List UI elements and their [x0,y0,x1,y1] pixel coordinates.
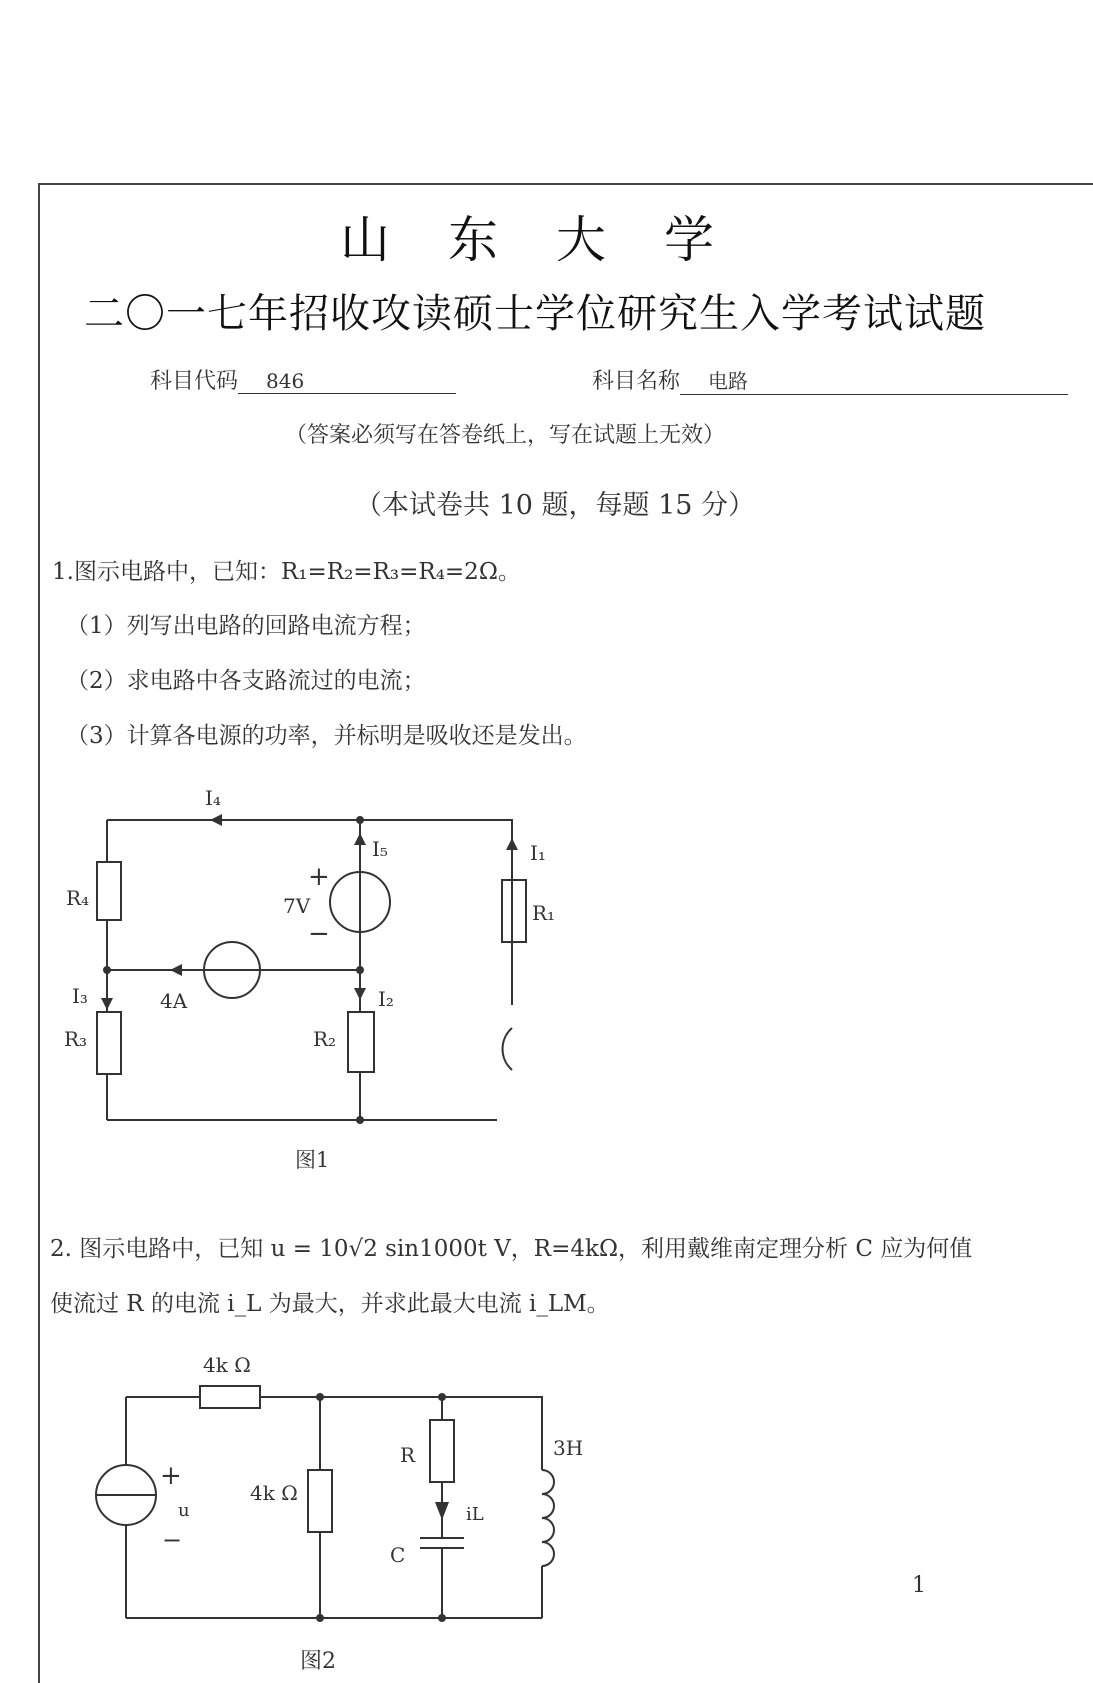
fig1-node-mid [356,966,364,974]
subject-name-value: 电路 [680,365,1068,395]
fig1-resistor-r2 [348,1012,374,1072]
fig1-resistor-r4 [97,862,121,920]
fig1-arrow-i5 [354,833,366,845]
fig2-label-shunt-4k: 4k Ω [250,1481,298,1505]
fig2-series-resistor-4k [200,1386,260,1408]
question-2-stem-line-1: 2. 图示电路中，已知 u = 10√2 sin1000t V，R=4kΩ，利用戴维南定理分析 C 应为何值 [50,1236,973,1262]
fig1-node-bottom [356,1116,364,1124]
fig2-arrow-il [435,1502,449,1520]
fig1-label-4a: 4A [160,989,188,1013]
fig1-label-r2: R₂ [313,1027,337,1051]
page-number: 1 [912,1573,926,1598]
fig2-label-plus: + [160,1461,182,1491]
fig1-partial-source [503,1028,512,1070]
fig2-label-c: C [390,1543,406,1567]
question-1-stem: 1.图示电路中，已知：R₁=R₂=R₃=R₄=2Ω。 [52,559,521,585]
fig1-label-7v: 7V [283,894,311,918]
fig2-node-bottom-1 [316,1614,324,1622]
fig1-label-plus: + [308,862,330,892]
fig2-label-il: iL [466,1504,484,1525]
fig2-label-minus: − [162,1526,183,1554]
fig1-label-i5: I₅ [372,837,388,861]
fig1-label-i4: I₄ [205,786,221,810]
subject-name-label: 科目名称 [592,369,681,394]
fig1-node-top [356,816,364,824]
fig1-label-minus: − [308,919,330,949]
fig2-node-top-2 [438,1393,446,1401]
subject-code-value: 846 [238,369,456,394]
question-1-part-3: （3）计算各电源的功率，并标明是吸收还是发出。 [66,723,587,749]
fig2-shunt-resistor-4k [308,1470,332,1532]
fig2-node-top-1 [316,1393,324,1401]
exam-title: 二〇一七年招收攻读硕士学位研究生入学考试试题 [84,291,986,337]
fig2-label-u: u [178,1500,190,1521]
fig2-label-3h: 3H [553,1436,584,1460]
fig1-label-i1: I₁ [530,841,546,865]
fig2-inductor-3h [542,1470,554,1566]
subject-code-label: 科目代码 [150,369,239,394]
fig1-label-r3: R₃ [64,1027,88,1051]
fig1-label-r4: R₄ [66,886,90,910]
fig1-arrow-i3 [101,998,113,1010]
university-name: 山东大学 [340,211,772,269]
fig1-label-r1: R₁ [532,901,556,925]
figure-2-label: 图2 [300,1649,336,1674]
question-2-stem-line-2: 使流过 R 的电流 i_L 为最大，并求此最大电流 i_LM。 [50,1291,610,1317]
fig1-resistor-r3 [97,1012,121,1074]
exam-total-note: （本试卷共 10 题，每题 15 分） [355,490,756,521]
fig1-arrow-4a [170,964,182,976]
fig2-node-bottom-2 [438,1614,446,1622]
fig2-label-series-4k: 4k Ω [203,1353,251,1377]
fig2-resistor-r [430,1420,454,1482]
fig1-arrow-i4 [210,814,222,826]
question-1-part-2: （2）求电路中各支路流过的电流； [66,668,426,694]
answer-notice: （答案必须写在答卷纸上，写在试题上无效） [285,423,726,448]
question-1-part-1: （1）列写出电路的回路电流方程； [66,613,426,639]
figure-1-label: 图1 [295,1148,330,1172]
fig1-resistor-r1 [502,880,526,942]
fig1-label-i2: I₂ [378,987,394,1011]
fig2-label-r: R [400,1443,416,1467]
fig1-node-left [103,966,111,974]
fig1-arrow-i1 [506,838,518,850]
fig1-label-i3: I₃ [72,984,88,1008]
fig1-arrow-i2 [354,988,366,1000]
